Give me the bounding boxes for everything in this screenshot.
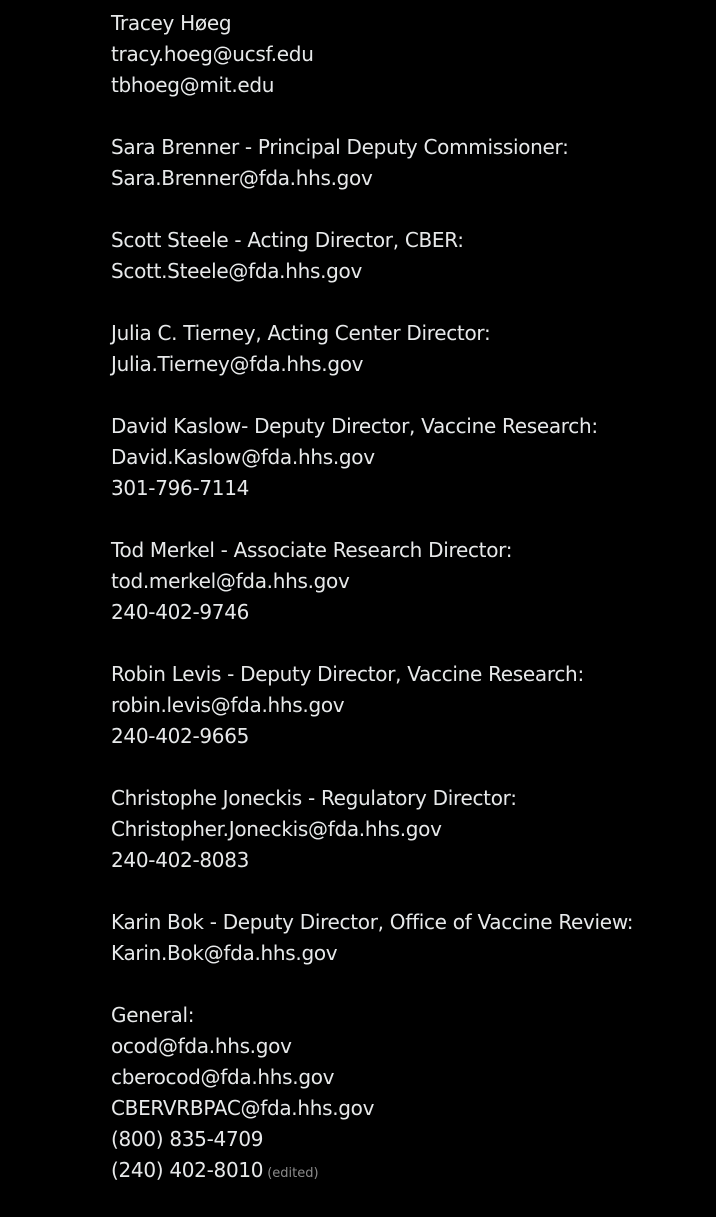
- contact-name: Scott Steele - Acting Director, CBER:: [111, 228, 464, 252]
- contact-name: David Kaslow- Deputy Director, Vaccine Research:: [111, 414, 598, 438]
- contact-block: [111, 132, 711, 194]
- edited-label[interactable]: (edited): [267, 1166, 319, 1181]
- contact-name: Tod Merkel - Associate Research Director:: [111, 538, 513, 562]
- contact-name: Sara Brenner - Principal Deputy Commissioner:: [111, 135, 569, 159]
- contact-email[interactable]: Karin.Bok@fda.hhs.gov: [111, 941, 338, 965]
- contact-phone[interactable]: 240-402-9746: [111, 600, 250, 624]
- contact-email[interactable]: ocod@fda.hhs.gov: [111, 1034, 292, 1058]
- contact-name: Robin Levis - Deputy Director, Vaccine Research:: [111, 662, 584, 686]
- general-heading: General:: [111, 1003, 195, 1027]
- contact-email[interactable]: tracy.hoeg@ucsf.edu: [111, 42, 314, 66]
- contact-email[interactable]: tbhoeg@mit.edu: [111, 73, 275, 97]
- last-line: [111, 1155, 711, 1186]
- contact-block: [111, 783, 711, 876]
- general-contact-block: [111, 1000, 711, 1186]
- contact-phone[interactable]: (240) 402-8010: [111, 1158, 264, 1182]
- contact-name: Julia C. Tierney, Acting Center Director:: [111, 321, 491, 345]
- contact-email[interactable]: Scott.Steele@fda.hhs.gov: [111, 259, 363, 283]
- contact-name: Karin Bok - Deputy Director, Office of Vaccine Review:: [111, 910, 634, 934]
- contact-phone[interactable]: 240-402-9665: [111, 724, 250, 748]
- message-body: [111, 8, 711, 1217]
- contact-block: [111, 225, 711, 287]
- contact-block: [111, 411, 711, 504]
- contact-email[interactable]: cberocod@fda.hhs.gov: [111, 1065, 335, 1089]
- contact-email[interactable]: CBERVRBPAC@fda.hhs.gov: [111, 1096, 375, 1120]
- contact-email[interactable]: David.Kaslow@fda.hhs.gov: [111, 445, 375, 469]
- contact-email[interactable]: robin.levis@fda.hhs.gov: [111, 693, 345, 717]
- contact-name: Tracey Høeg: [111, 11, 232, 35]
- contact-email[interactable]: tod.merkel@fda.hhs.gov: [111, 569, 350, 593]
- contact-block: [111, 318, 711, 380]
- contact-block: [111, 907, 711, 969]
- contact-phone[interactable]: 240-402-8083: [111, 848, 250, 872]
- contact-email[interactable]: Julia.Tierney@fda.hhs.gov: [111, 352, 364, 376]
- contact-email[interactable]: Sara.Brenner@fda.hhs.gov: [111, 166, 373, 190]
- contact-email[interactable]: Christopher.Joneckis@fda.hhs.gov: [111, 817, 442, 841]
- contact-block: [111, 8, 711, 101]
- contact-phone[interactable]: 301-796-7114: [111, 476, 250, 500]
- contact-phone[interactable]: (800) 835-4709: [111, 1127, 264, 1151]
- contact-block: [111, 535, 711, 628]
- contact-name: Christophe Joneckis - Regulatory Director:: [111, 786, 517, 810]
- contact-block: [111, 659, 711, 752]
